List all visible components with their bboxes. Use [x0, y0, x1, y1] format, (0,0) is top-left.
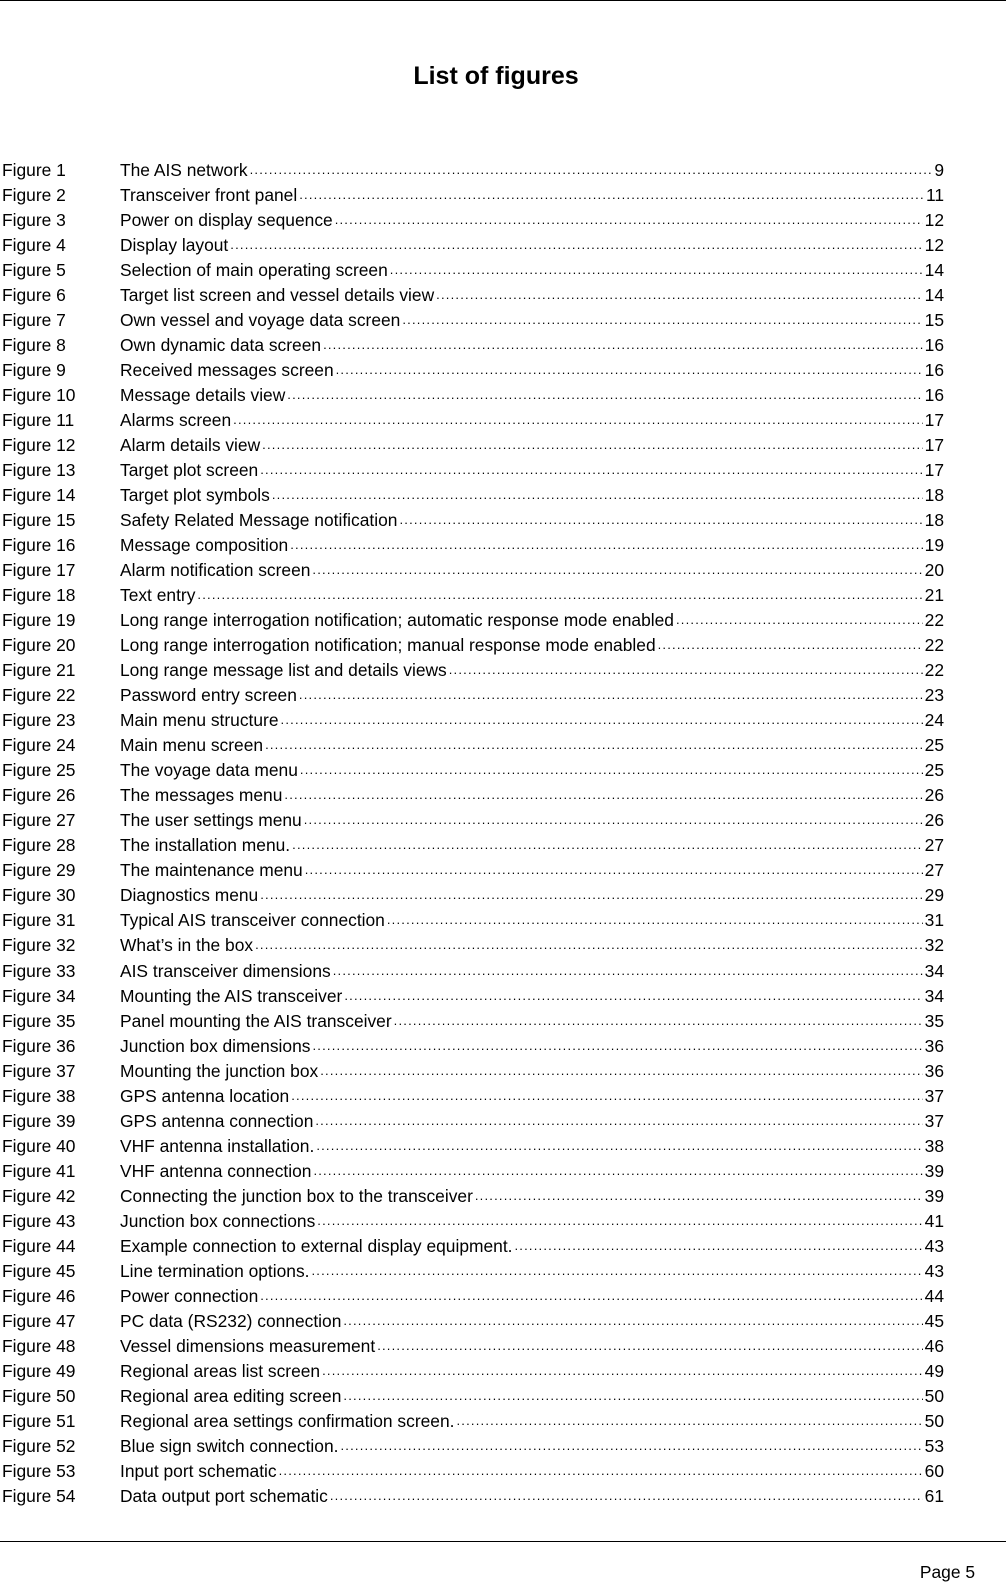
figure-label: Figure 38 — [2, 1085, 76, 1106]
figure-page[interactable]: 16 — [924, 334, 944, 355]
dot-leader — [260, 885, 922, 905]
figure-page[interactable]: 27 — [924, 860, 944, 881]
dot-leader — [305, 860, 923, 880]
figure-label: Figure 46 — [2, 1285, 76, 1306]
figure-label: Figure 12 — [2, 434, 76, 455]
figure-title[interactable]: Long range interrogation notification; manual response mode enabled — [120, 635, 656, 656]
figure-title[interactable]: Diagnostics menu — [120, 885, 259, 906]
figure-label: Figure 4 — [2, 234, 66, 255]
figure-label: Figure 43 — [2, 1210, 76, 1231]
figure-page[interactable]: 32 — [924, 935, 944, 956]
figure-page[interactable]: 39 — [924, 1160, 944, 1181]
figure-entry[interactable] — [2, 933, 944, 958]
dot-leader — [377, 1336, 922, 1356]
figure-label: Figure 54 — [2, 1486, 76, 1507]
figure-title[interactable]: Received messages screen — [120, 359, 334, 380]
figure-title[interactable]: Message details view — [120, 384, 286, 405]
figure-entry[interactable] — [2, 1083, 944, 1108]
dot-leader — [323, 335, 923, 355]
figure-entry[interactable] — [2, 1258, 944, 1283]
figure-entry[interactable] — [2, 883, 944, 908]
dot-leader — [456, 1411, 922, 1431]
dot-leader — [197, 585, 922, 605]
figure-title[interactable]: Data output port schematic — [120, 1486, 328, 1507]
figure-page[interactable]: 24 — [924, 710, 944, 731]
figure-entry[interactable] — [2, 532, 944, 557]
figure-page[interactable]: 36 — [924, 1035, 944, 1056]
dot-leader — [291, 1086, 922, 1106]
figure-label: Figure 19 — [2, 610, 76, 631]
figure-entry[interactable] — [2, 232, 944, 257]
figure-title[interactable]: VHF antenna installation. — [120, 1135, 315, 1156]
figure-entry[interactable] — [2, 758, 944, 783]
figure-label: Figure 18 — [2, 585, 76, 606]
figure-label: Figure 23 — [2, 710, 76, 731]
figure-title[interactable]: Long range message list and details views — [120, 660, 447, 681]
figure-page[interactable]: 39 — [924, 1185, 944, 1206]
figure-title[interactable]: PC data (RS232) connection — [120, 1310, 342, 1331]
figure-entry[interactable] — [2, 407, 944, 432]
page-title: List of figures — [413, 62, 579, 90]
figure-page[interactable]: 18 — [924, 509, 944, 530]
figure-label: Figure 15 — [2, 509, 76, 530]
figure-page[interactable]: 44 — [924, 1285, 944, 1306]
figure-entry[interactable] — [2, 1008, 944, 1033]
figure-label: Figure 45 — [2, 1260, 76, 1281]
figure-label: Figure 28 — [2, 835, 76, 856]
figure-label: Figure 49 — [2, 1361, 76, 1382]
dot-leader — [284, 785, 922, 805]
figure-page[interactable]: 18 — [924, 484, 944, 505]
figure-page[interactable]: 41 — [924, 1210, 944, 1231]
figure-title[interactable]: Transceiver front panel — [120, 184, 298, 205]
dot-leader — [333, 961, 923, 981]
figure-title[interactable]: The installation menu. — [120, 835, 291, 856]
figure-label: Figure 37 — [2, 1060, 76, 1081]
figure-title[interactable]: GPS antenna location — [120, 1085, 290, 1106]
figure-title[interactable]: Power on display sequence — [120, 209, 333, 230]
figure-entry[interactable] — [2, 783, 944, 808]
figure-title[interactable]: The voyage data menu — [120, 760, 298, 781]
figure-title[interactable]: Vessel dimensions measurement — [120, 1335, 376, 1356]
figure-entry[interactable] — [2, 1484, 944, 1509]
dot-leader — [304, 810, 923, 830]
figure-page[interactable]: 22 — [924, 610, 944, 631]
figure-title[interactable]: What’s in the box — [120, 935, 254, 956]
figure-page[interactable]: 36 — [924, 1060, 944, 1081]
dot-leader — [387, 910, 923, 930]
dot-leader — [515, 1236, 923, 1256]
dot-leader — [287, 385, 922, 405]
figure-title[interactable]: Connecting the junction box to the transceiver — [120, 1185, 473, 1206]
footer-rule — [0, 1541, 1006, 1542]
figure-title[interactable]: Regional areas list screen — [120, 1361, 321, 1382]
figure-entry[interactable] — [2, 1133, 944, 1158]
dot-leader — [340, 1436, 922, 1456]
dot-leader — [335, 210, 923, 230]
figure-page[interactable]: 27 — [924, 835, 944, 856]
figure-entry[interactable] — [2, 1308, 944, 1333]
figure-title[interactable]: Own vessel and voyage data screen — [120, 309, 401, 330]
dot-leader — [315, 1111, 922, 1131]
figure-title[interactable]: Target plot screen — [120, 459, 259, 480]
figure-entry[interactable] — [2, 507, 944, 532]
figure-title[interactable]: Target list screen and vessel details view — [120, 284, 435, 305]
figure-title[interactable]: Panel mounting the AIS transceiver — [120, 1010, 392, 1031]
dot-leader — [343, 1386, 922, 1406]
header-rule — [0, 0, 1006, 1]
figure-title[interactable]: Example connection to external display equipment. — [120, 1235, 513, 1256]
figure-entry[interactable] — [2, 307, 944, 332]
figure-page[interactable]: 49 — [924, 1361, 944, 1382]
figure-page[interactable]: 17 — [924, 434, 944, 455]
dot-leader — [676, 610, 923, 630]
figure-title[interactable]: Target plot symbols — [120, 484, 270, 505]
figure-label: Figure 24 — [2, 735, 76, 756]
figure-page[interactable]: 9 — [934, 159, 944, 180]
figure-page[interactable]: 12 — [924, 209, 944, 230]
figure-label: Figure 1 — [2, 159, 66, 180]
figure-label: Figure 17 — [2, 560, 76, 581]
figure-title[interactable]: VHF antenna connection — [120, 1160, 312, 1181]
dot-leader — [390, 260, 923, 280]
figure-entry[interactable] — [2, 457, 944, 482]
figure-label: Figure 40 — [2, 1135, 76, 1156]
figure-label: Figure 11 — [2, 409, 75, 430]
figure-page[interactable]: 12 — [924, 234, 944, 255]
figure-page[interactable]: 34 — [924, 985, 944, 1006]
dot-leader — [230, 235, 922, 255]
dot-leader — [320, 1061, 922, 1081]
figure-entry[interactable] — [2, 1108, 944, 1133]
dot-leader — [312, 1036, 922, 1056]
figure-page[interactable]: 37 — [924, 1110, 944, 1131]
figure-label: Figure 42 — [2, 1185, 76, 1206]
figure-page[interactable]: 31 — [924, 910, 944, 931]
figure-entry[interactable] — [2, 1384, 944, 1409]
figure-title[interactable]: Main menu screen — [120, 735, 264, 756]
figure-label: Figure 44 — [2, 1235, 76, 1256]
dot-leader — [343, 1311, 922, 1331]
dot-leader — [658, 635, 923, 655]
figure-title[interactable]: Junction box connections — [120, 1210, 316, 1231]
figure-entry[interactable] — [2, 382, 944, 407]
figure-page[interactable]: 37 — [924, 1085, 944, 1106]
figure-page[interactable]: 23 — [924, 685, 944, 706]
figure-label: Figure 8 — [2, 334, 66, 355]
figure-title[interactable]: Password entry screen — [120, 685, 297, 706]
figure-entry[interactable] — [2, 1158, 944, 1183]
figure-label: Figure 39 — [2, 1110, 76, 1131]
figure-title[interactable]: The maintenance menu — [120, 860, 303, 881]
figure-entry[interactable] — [2, 1033, 944, 1058]
figure-title[interactable]: Regional area settings confirmation screen. — [120, 1411, 455, 1432]
figure-label: Figure 7 — [2, 309, 66, 330]
figure-title[interactable]: Typical AIS transceiver connection — [120, 910, 385, 931]
figure-label: Figure 2 — [2, 184, 66, 205]
figure-page[interactable]: 25 — [924, 735, 944, 756]
figure-label: Figure 29 — [2, 860, 76, 881]
figure-label: Figure 6 — [2, 284, 66, 305]
figure-page[interactable]: 25 — [924, 760, 944, 781]
figure-label: Figure 21 — [2, 660, 76, 681]
dot-leader — [299, 185, 924, 205]
dot-leader — [299, 685, 923, 705]
dot-leader — [344, 986, 922, 1006]
figure-entry[interactable] — [2, 357, 944, 382]
dot-leader — [281, 710, 923, 730]
figure-page[interactable]: 16 — [924, 359, 944, 380]
figure-label: Figure 32 — [2, 935, 76, 956]
figure-entry[interactable] — [2, 633, 944, 658]
figure-label: Figure 36 — [2, 1035, 76, 1056]
figure-label: Figure 30 — [2, 885, 76, 906]
figure-label: Figure 16 — [2, 534, 76, 555]
figure-title[interactable]: The user settings menu — [120, 810, 302, 831]
figure-page[interactable]: 45 — [924, 1310, 944, 1331]
dot-leader — [316, 1136, 922, 1156]
figure-title[interactable]: Line termination options. — [120, 1260, 310, 1281]
dot-leader — [279, 1461, 923, 1481]
figure-page[interactable]: 14 — [924, 284, 944, 305]
figure-label: Figure 48 — [2, 1335, 76, 1356]
figure-label: Figure 47 — [2, 1310, 76, 1331]
figure-label: Figure 34 — [2, 985, 76, 1006]
figure-label: Figure 35 — [2, 1010, 76, 1031]
figure-page[interactable]: 60 — [924, 1461, 944, 1482]
figure-entry[interactable] — [2, 983, 944, 1008]
figure-entry[interactable] — [2, 858, 944, 883]
figure-label: Figure 9 — [2, 359, 66, 380]
figure-title[interactable]: Own dynamic data screen — [120, 334, 322, 355]
figure-list — [2, 157, 944, 1509]
figure-page[interactable]: 15 — [924, 309, 944, 330]
figure-page[interactable]: 11 — [925, 184, 944, 205]
dot-leader — [312, 560, 922, 580]
figure-page[interactable]: 21 — [924, 585, 944, 606]
figure-title[interactable]: Long range interrogation notification; automatic response mode enabled — [120, 610, 674, 631]
dot-leader — [399, 510, 922, 530]
dot-leader — [436, 285, 923, 305]
figure-page[interactable]: 17 — [924, 459, 944, 480]
figure-entry[interactable] — [2, 1183, 944, 1208]
figure-entry[interactable] — [2, 432, 944, 457]
figure-title[interactable]: Alarm notification screen — [120, 560, 311, 581]
figure-title[interactable]: Text entry — [120, 585, 196, 606]
figure-title[interactable]: Regional area editing screen — [120, 1386, 342, 1407]
figure-title[interactable]: Blue sign switch connection. — [120, 1436, 339, 1457]
figure-title[interactable]: Safety Related Message notification — [120, 509, 398, 530]
figure-entry[interactable] — [2, 558, 944, 583]
figure-title[interactable]: GPS antenna connection — [120, 1110, 314, 1131]
figure-entry[interactable] — [2, 257, 944, 282]
figure-entry[interactable] — [2, 833, 944, 858]
dot-leader — [311, 1261, 922, 1281]
dot-leader — [475, 1186, 923, 1206]
figure-page[interactable]: 61 — [924, 1486, 944, 1507]
figure-entry[interactable] — [2, 157, 944, 182]
figure-entry[interactable] — [2, 583, 944, 608]
figure-title[interactable]: Mounting the junction box — [120, 1060, 319, 1081]
dot-leader — [260, 460, 922, 480]
figure-entry[interactable] — [2, 482, 944, 507]
figure-label: Figure 50 — [2, 1386, 76, 1407]
figure-page[interactable]: 17 — [924, 409, 944, 430]
figure-page[interactable]: 43 — [924, 1235, 944, 1256]
figure-label: Figure 25 — [2, 760, 76, 781]
figure-label: Figure 27 — [2, 810, 76, 831]
dot-leader — [262, 435, 923, 455]
figure-page[interactable]: 35 — [924, 1010, 944, 1031]
figure-title[interactable]: Message composition — [120, 534, 289, 555]
dot-leader — [402, 310, 922, 330]
figure-entry[interactable] — [2, 1333, 944, 1358]
figure-title[interactable]: Alarms screen — [120, 409, 232, 430]
figure-entry[interactable] — [2, 1434, 944, 1459]
figure-page[interactable]: 26 — [924, 785, 944, 806]
dot-leader — [394, 1011, 923, 1031]
dot-leader — [255, 935, 923, 955]
figure-title[interactable]: Mounting the AIS transceiver — [120, 985, 343, 1006]
figure-entry[interactable] — [2, 708, 944, 733]
dot-leader — [322, 1361, 923, 1381]
figure-page[interactable]: 22 — [924, 660, 944, 681]
figure-page[interactable]: 16 — [924, 384, 944, 405]
figure-entry[interactable] — [2, 1058, 944, 1083]
figure-entry[interactable] — [2, 608, 944, 633]
figure-entry[interactable] — [2, 1208, 944, 1233]
dot-leader — [317, 1211, 922, 1231]
figure-page[interactable]: 20 — [924, 560, 944, 581]
figure-title[interactable]: Display layout — [120, 234, 229, 255]
figure-entry[interactable] — [2, 733, 944, 758]
dot-leader — [250, 160, 933, 180]
figure-label: Figure 52 — [2, 1436, 76, 1457]
figure-label: Figure 10 — [2, 384, 76, 405]
dot-leader — [336, 360, 923, 380]
figure-label: Figure 13 — [2, 459, 76, 480]
figure-page[interactable]: 26 — [924, 810, 944, 831]
figure-label: Figure 14 — [2, 484, 76, 505]
figure-page[interactable]: 43 — [924, 1260, 944, 1281]
figure-entry[interactable] — [2, 908, 944, 933]
figure-title[interactable]: Alarm details view — [120, 434, 261, 455]
dot-leader — [272, 485, 923, 505]
dot-leader — [330, 1486, 923, 1506]
figure-label: Figure 33 — [2, 960, 76, 981]
figure-page[interactable]: 50 — [924, 1386, 944, 1407]
figure-entry[interactable] — [2, 958, 944, 983]
figure-title[interactable]: The AIS network — [120, 159, 248, 180]
dot-leader — [265, 735, 923, 755]
figure-title[interactable]: The messages menu — [120, 785, 283, 806]
figure-page[interactable]: 34 — [924, 960, 944, 981]
dot-leader — [449, 660, 923, 680]
figure-entry[interactable] — [2, 808, 944, 833]
figure-label: Figure 41 — [2, 1160, 76, 1181]
figure-page[interactable]: 14 — [924, 259, 944, 280]
figure-page[interactable]: 46 — [924, 1335, 944, 1356]
dot-leader — [300, 760, 923, 780]
figure-label: Figure 22 — [2, 685, 76, 706]
figure-title[interactable]: AIS transceiver dimensions — [120, 960, 331, 981]
dot-leader — [292, 835, 923, 855]
dot-leader — [313, 1161, 922, 1181]
figure-title[interactable]: Selection of main operating screen — [120, 259, 388, 280]
figure-label: Figure 20 — [2, 635, 76, 656]
page-number: Page 5 — [919, 1562, 975, 1582]
dot-leader — [233, 410, 923, 430]
dot-leader — [290, 535, 922, 555]
figure-entry[interactable] — [2, 658, 944, 683]
figure-title[interactable]: Junction box dimensions — [120, 1035, 311, 1056]
figure-entry[interactable] — [2, 332, 944, 357]
figure-page[interactable]: 53 — [924, 1436, 944, 1457]
figure-page[interactable]: 19 — [924, 534, 944, 555]
figure-page[interactable]: 50 — [924, 1411, 944, 1432]
figure-title[interactable]: Input port schematic — [120, 1461, 277, 1482]
figure-entry[interactable] — [2, 1359, 944, 1384]
figure-entry[interactable] — [2, 1459, 944, 1484]
figure-label: Figure 5 — [2, 259, 66, 280]
figure-entry[interactable] — [2, 207, 944, 232]
figure-entry[interactable] — [2, 1283, 944, 1308]
figure-entry[interactable] — [2, 683, 944, 708]
figure-entry[interactable] — [2, 1409, 944, 1434]
figure-page[interactable]: 22 — [924, 635, 944, 656]
figure-label: Figure 53 — [2, 1461, 76, 1482]
figure-page[interactable]: 29 — [924, 885, 944, 906]
figure-entry[interactable] — [2, 1233, 944, 1258]
figure-entry[interactable] — [2, 282, 944, 307]
figure-title[interactable]: Power connection — [120, 1285, 259, 1306]
dot-leader — [260, 1286, 922, 1306]
figure-label: Figure 26 — [2, 785, 76, 806]
figure-page[interactable]: 38 — [924, 1135, 944, 1156]
figure-title[interactable]: Main menu structure — [120, 710, 279, 731]
figure-label: Figure 51 — [2, 1411, 76, 1432]
figure-entry[interactable] — [2, 182, 944, 207]
figure-label: Figure 3 — [2, 209, 66, 230]
figure-label: Figure 31 — [2, 910, 76, 931]
